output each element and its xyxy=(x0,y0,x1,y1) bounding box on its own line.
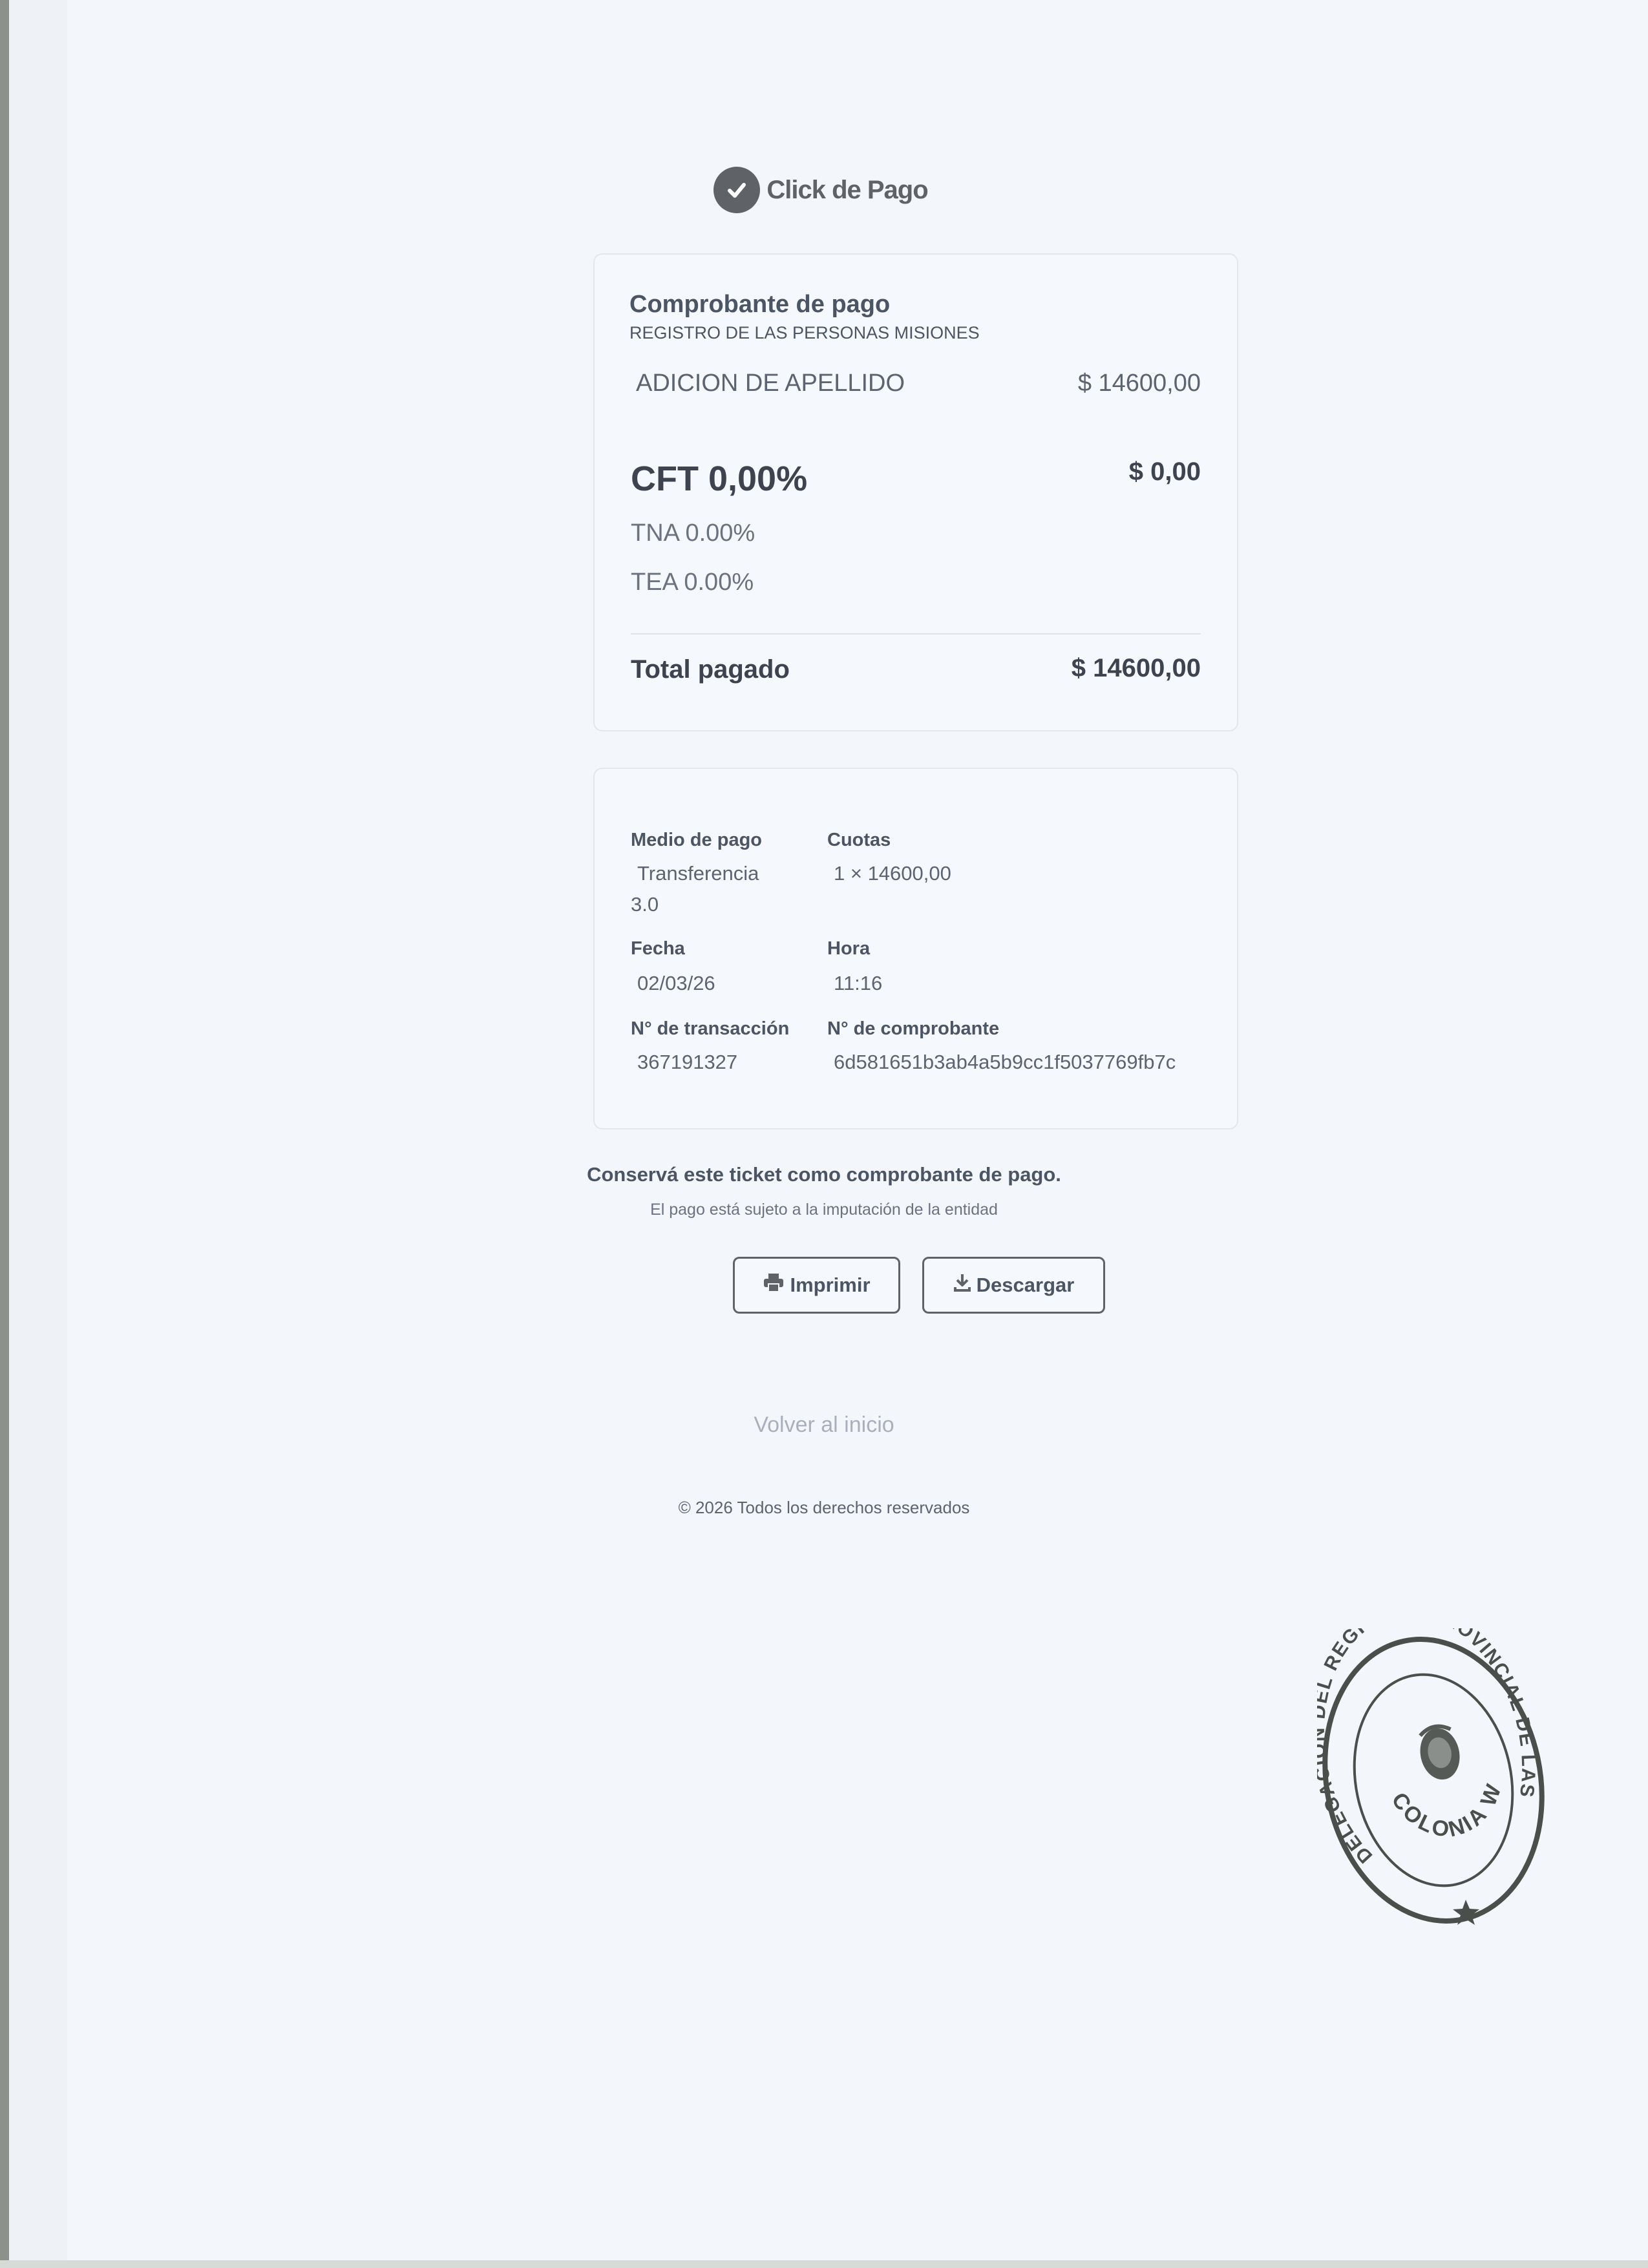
transaction-label: N° de transacción xyxy=(631,1018,790,1039)
download-button[interactable] xyxy=(922,1257,1105,1314)
tna-rate: TNA 0.00% xyxy=(631,520,755,547)
download-icon xyxy=(953,1273,971,1297)
payment-method-label: Medio de pago xyxy=(631,830,762,850)
item-amount: $ 14600,00 xyxy=(1077,370,1201,397)
installments-value: 1 × 14600,00 xyxy=(834,862,951,885)
scan-shade xyxy=(9,0,67,2268)
divider xyxy=(631,633,1201,635)
cft-label: CFT 0,00% xyxy=(631,459,808,498)
total-label: Total pagado xyxy=(631,655,790,684)
receipt-title: Comprobante de pago xyxy=(629,291,891,318)
receipt-entity: REGISTRO DE LAS PERSONAS MISIONES xyxy=(629,323,980,342)
cft-amount: $ 0,00 xyxy=(1128,457,1201,486)
check-icon xyxy=(713,167,760,213)
time-label: Hora xyxy=(827,938,871,959)
print-label: Imprimir xyxy=(790,1274,871,1296)
coat-of-arms-icon xyxy=(1415,1723,1464,1783)
total-amount: $ 14600,00 xyxy=(1071,654,1201,682)
date-label: Fecha xyxy=(631,938,685,959)
keep-ticket-note: Conservá este ticket como comprobante de pago. xyxy=(587,1163,1061,1186)
scan-edge-left xyxy=(0,0,9,2268)
copyright-footer: © 2026 Todos los derechos reservados xyxy=(678,1498,970,1517)
payment-method-value-2: 3.0 xyxy=(631,893,659,916)
stamp-inner-text: COLONIA WANDA xyxy=(1386,1780,1507,1842)
back-home-link[interactable]: Volver al inicio xyxy=(754,1412,894,1437)
installments-label: Cuotas xyxy=(827,830,891,850)
imputation-note: El pago está sujeto a la imputación de la entidad xyxy=(650,1201,998,1219)
date-value: 02/03/26 xyxy=(637,972,715,994)
scan-edge-bottom xyxy=(0,2260,1648,2268)
print-button[interactable] xyxy=(733,1257,900,1314)
brand-name: Click de Pago xyxy=(766,175,928,204)
brand-logo xyxy=(0,167,1648,213)
transaction-value: 367191327 xyxy=(637,1051,738,1073)
payment-method-value: Transferencia xyxy=(637,862,759,885)
receipt-summary-card xyxy=(593,253,1238,731)
item-label: ADICION DE APELLIDO xyxy=(636,370,905,397)
printer-icon xyxy=(763,1273,785,1297)
official-stamp xyxy=(1317,1628,1550,1932)
stamp-outer-text: DELEGACION DEL REGISTRO PROVINCIAL DE LAS xyxy=(1317,1628,1539,1867)
receipt-number-value: 6d581651b3ab4a5b9cc1f5037769fb7c xyxy=(834,1051,1176,1073)
download-label: Descargar xyxy=(976,1274,1075,1296)
payment-details-card xyxy=(593,768,1238,1129)
tea-rate: TEA 0.00% xyxy=(631,569,754,596)
receipt-number-label: N° de comprobante xyxy=(827,1018,1000,1039)
time-value: 11:16 xyxy=(834,972,883,994)
